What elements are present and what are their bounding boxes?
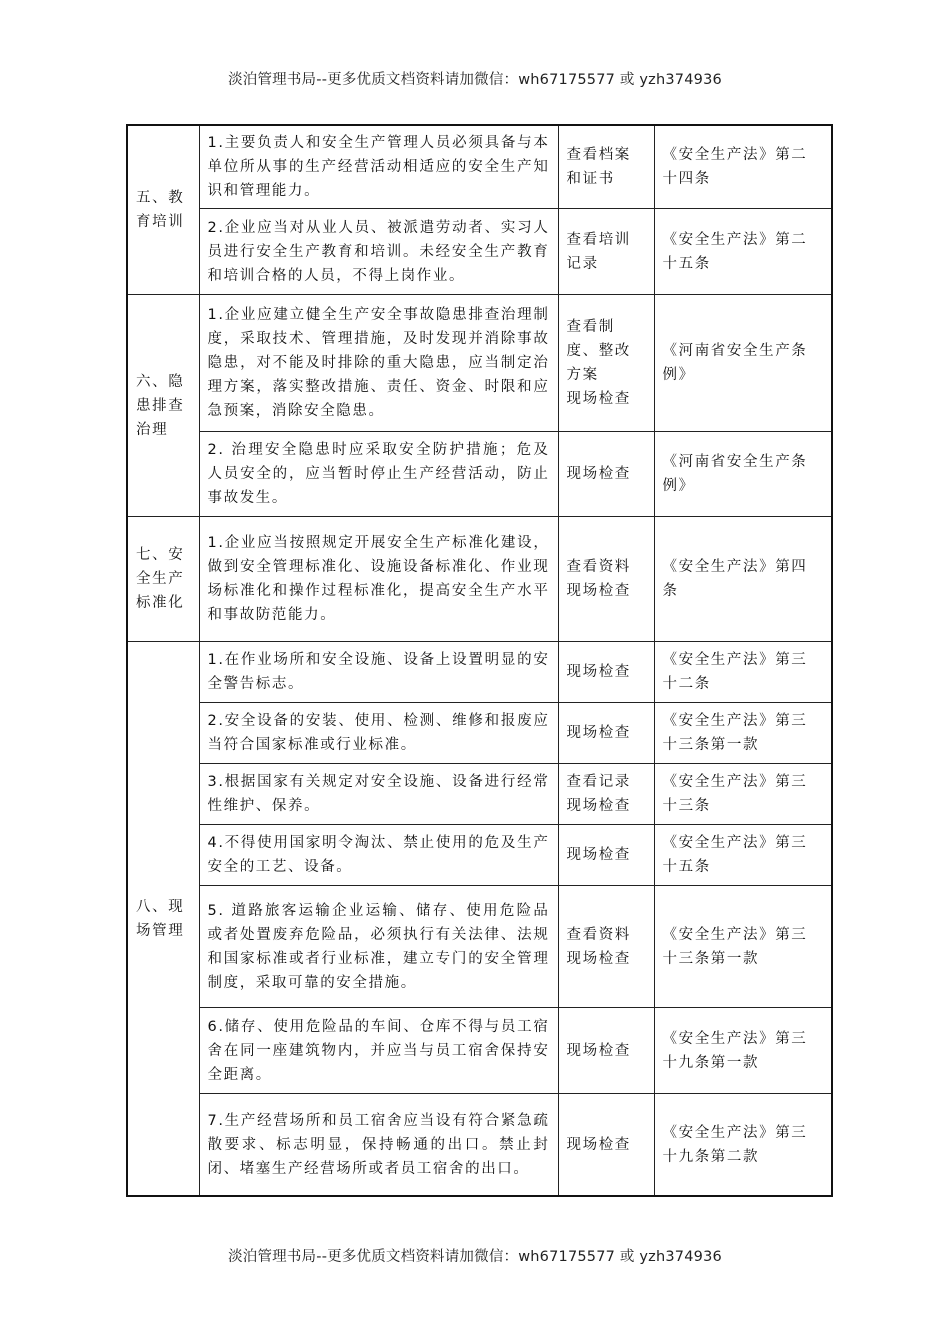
basis-cell: 《河南省安全生产条例》 — [654, 432, 832, 517]
requirement-cell: 6.储存、使用危险品的车间、仓库不得与员工宿舍在同一座建筑物内，并应当与员工宿舍保持安全距离。 — [199, 1008, 558, 1094]
table-row — [127, 1008, 832, 1094]
table-row — [127, 703, 832, 764]
category-cell: 六、隐患排查治理 — [127, 295, 199, 517]
method-cell: 现场检查 — [558, 1008, 654, 1094]
requirement-cell: 4.不得使用国家明令淘汰、禁止使用的危及生产安全的工艺、设备。 — [199, 825, 558, 886]
requirement-cell: 7.生产经营场所和员工宿舍应当设有符合紧急疏散要求、标志明显，保持畅通的出口。禁止封闭、堵塞生产经营场所或者员工宿舍的出口。 — [199, 1094, 558, 1197]
method-cell: 现场检查 — [558, 825, 654, 886]
method-cell: 现场检查 — [558, 1094, 654, 1197]
category-cell: 七、安全生产标准化 — [127, 517, 199, 642]
requirement-cell: 1.主要负责人和安全生产管理人员必须具备与本单位所从事的生产经营活动相适应的安全生产知识和管理能力。 — [199, 125, 558, 209]
table-row — [127, 209, 832, 295]
basis-cell: 《安全生产法》第三十九条第一款 — [654, 1008, 832, 1094]
table-row — [127, 642, 832, 703]
basis-cell: 《安全生产法》第四条 — [654, 517, 832, 642]
requirement-cell: 1.企业应当按照规定开展安全生产标准化建设，做到安全管理标准化、设施设备标准化、作业现场标准化和操作过程标准化，提高安全生产水平和事故防范能力。 — [199, 517, 558, 642]
page-header: 淡泊管理书局--更多优质文档资料请加微信：wh67175577 或 yzh374936 — [228, 72, 722, 88]
table-row — [127, 295, 832, 432]
method-cell: 查看资料 现场检查 — [558, 886, 654, 1008]
basis-cell: 《安全生产法》第三十三条第一款 — [654, 886, 832, 1008]
requirement-cell: 1.企业应建立健全生产安全事故隐患排查治理制度，采取技术、管理措施，及时发现并消除事故隐患，对不能及时排除的重大隐患，应当制定治理方案，落实整改措施、责任、资金、时限和应急预案，消除安全隐患。 — [199, 295, 558, 432]
method-cell: 现场检查 — [558, 703, 654, 764]
table-row — [127, 886, 832, 1008]
requirement-cell: 2.企业应当对从业人员、被派遣劳动者、实习人员进行安全生产教育和培训。未经安全生产教育和培训合格的人员，不得上岗作业。 — [199, 209, 558, 295]
requirement-cell: 2. 治理安全隐患时应采取安全防护措施；危及人员安全的，应当暂时停止生产经营活动，防止事故发生。 — [199, 432, 558, 517]
table-row — [127, 764, 832, 825]
table-row — [127, 432, 832, 517]
basis-cell: 《安全生产法》第三十九条第二款 — [654, 1094, 832, 1197]
basis-cell: 《河南省安全生产条例》 — [654, 295, 832, 432]
requirement-cell: 5. 道路旅客运输企业运输、储存、使用危险品或者处置废弃危险品，必须执行有关法律、法规和国家标准或者行业标准，建立专门的安全管理制度，采取可靠的安全措施。 — [199, 886, 558, 1008]
inspection-table — [126, 124, 833, 1197]
requirement-cell: 1.在作业场所和安全设施、设备上设置明显的安全警告标志。 — [199, 642, 558, 703]
basis-cell: 《安全生产法》第三十三条第一款 — [654, 703, 832, 764]
method-cell: 查看资料 现场检查 — [558, 517, 654, 642]
table-row — [127, 517, 832, 642]
method-cell: 查看培训记录 — [558, 209, 654, 295]
method-cell: 查看记录 现场检查 — [558, 764, 654, 825]
basis-cell: 《安全生产法》第三十三条 — [654, 764, 832, 825]
requirement-cell: 3.根据国家有关规定对安全设施、设备进行经常性维护、保养。 — [199, 764, 558, 825]
basis-cell: 《安全生产法》第二十四条 — [654, 125, 832, 209]
page-footer: 淡泊管理书局--更多优质文档资料请加微信：wh67175577 或 yzh374936 — [228, 1249, 722, 1265]
category-cell: 八、现场管理 — [127, 642, 199, 1197]
basis-cell: 《安全生产法》第二十五条 — [654, 209, 832, 295]
requirement-cell: 2.安全设备的安装、使用、检测、维修和报废应当符合国家标准或行业标准。 — [199, 703, 558, 764]
table-row — [127, 825, 832, 886]
method-cell: 现场检查 — [558, 642, 654, 703]
method-cell: 现场检查 — [558, 432, 654, 517]
table-row — [127, 125, 832, 209]
table-row — [127, 1094, 832, 1197]
basis-cell: 《安全生产法》第三十二条 — [654, 642, 832, 703]
method-cell: 查看制度、整改方案 现场检查 — [558, 295, 654, 432]
basis-cell: 《安全生产法》第三十五条 — [654, 825, 832, 886]
category-cell: 五、教育培训 — [127, 125, 199, 295]
method-cell: 查看档案和证书 — [558, 125, 654, 209]
